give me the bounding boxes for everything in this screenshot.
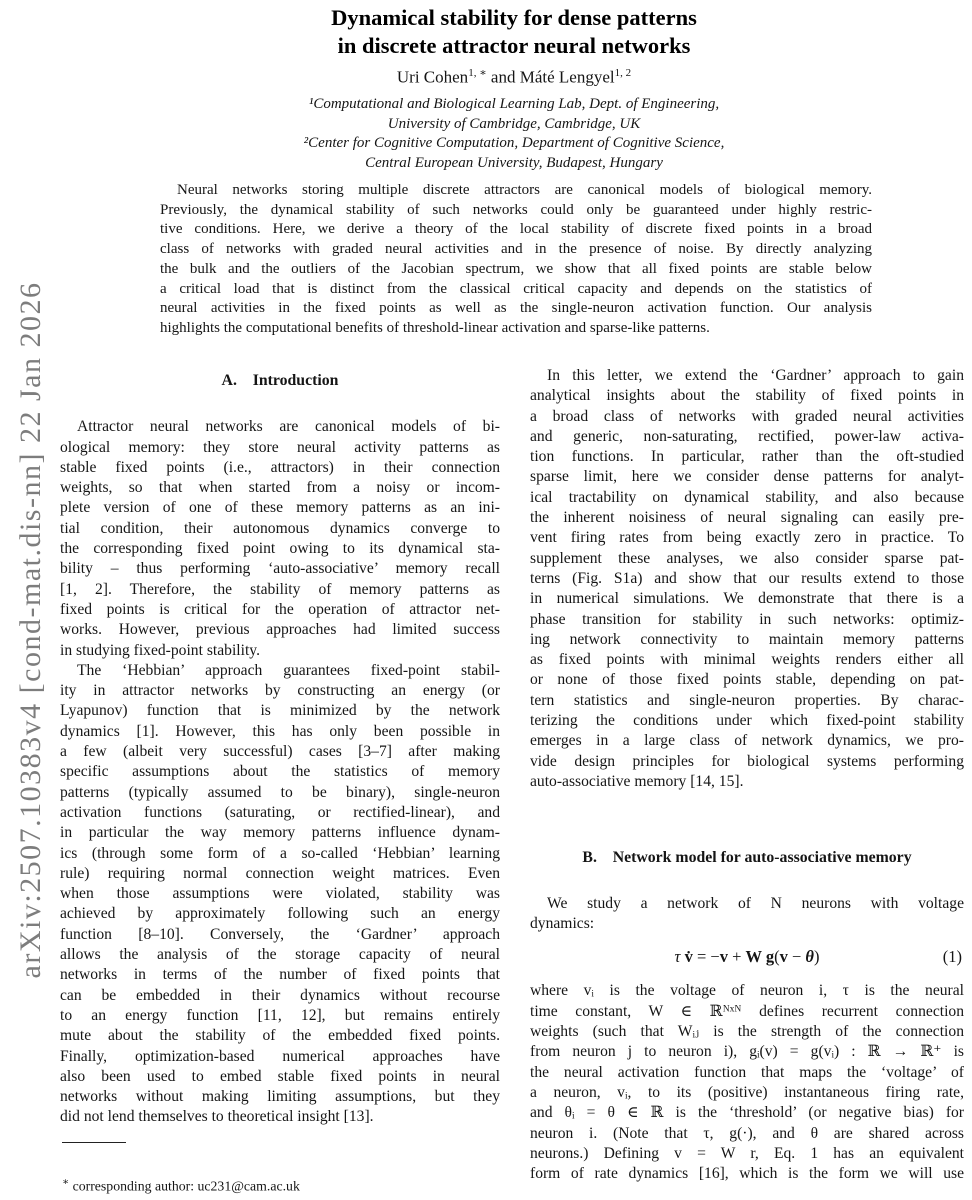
authors-separator: and — [486, 67, 520, 87]
author-2-superscript: 1, 2 — [614, 67, 632, 79]
equation-plus: + — [727, 947, 746, 967]
paper-title-line-2: in discrete attractor neural networks — [337, 33, 691, 58]
affiliation-line: ²Center for Cognitive Computation, Department of Cognitive Science, — [303, 135, 725, 152]
abstract: Neural networks storing multiple discrete attractors are canonical models of biological memory. Previously, the dynamical stability of such networks could only be guaranteed under highly restric- tive conditions. Here, we derive a theory of the local stability of discrete fixed points in a broad class of networks with graded neural activities and in the presence of noise. By directly analyzing the bulk and the outliers of the Jacobian spectrum, we show that all fixed points are stable below a critical load that is distinct from the classical critical capacity and depends on the statistics of neural activities in the fixed points as well as the single-neuron activation function. Our analysis highlights the computational benefits of threshold-linear activation and sparse-like patterns. — [160, 182, 872, 336]
rightcol-paragraph-1: In this letter, we extend the ‘Gardner’ approach to gain analytical insights about the stability of fixed points in a broad class of networks with graded neural activities and generic, non-saturating, rectified, power-law activa- tion functions. In particular, rather than the oft-studied sparse limit, here we consider dense patterns for analyt- ical tractability on dynamical stability, and also because the inherent noisiness of neural signaling can easily pre- vent firing rates from being exactly zero in practice. To supplement these analyses, we also consider sparse pat- terns (Fig. S1a) and show that our results extend to those in numerical simulations. We demonstrate that there is a phase transition for stability in such networks: optimiz- ing network connectivity to maintain memory patterns as fixed points with minimal weights renders either all or none of those fixed points stable, depending on pat- tern statistics and single-neuron properties. By charac- terizing the conditions under which fixed-point stability emerges in a large class of network dynamics, we pro- vide design principles for biological systems performing auto-associative memory [14, 15]. — [530, 367, 964, 790]
affiliation-line: Central European University, Budapest, Hungary — [365, 154, 663, 171]
intro-paragraph-1: Attractor neural networks are canonical models of bi- ological memory: they store neural activity patterns as stable fixed points (i.e., attractors) in their connection weights, so that when started from a noisy or incom- plete version of one of these memory patterns as an ini- tial condition, their autonomous dynamics converge to the corresponding fixed point owing to its dynamical sta- bility – thus performing ‘auto-associative’ memory recall [1, 2]. Therefore, the stability of memory patterns as fixed points is critical for the operation of attractor net- works. However, previous approaches had limited success in studying fixed-point stability. — [60, 418, 500, 659]
authors-line — [63, 66, 965, 88]
author-1-name: Uri Cohen — [396, 67, 469, 87]
author-1-superscript: 1, ∗ — [468, 67, 487, 79]
equation-v2: v — [779, 947, 788, 967]
equation-lparen: ( — [774, 947, 780, 967]
section-heading-a: A. Introduction — [221, 372, 339, 389]
equation-vdot: v̇ — [684, 947, 693, 967]
equation-1 — [530, 934, 964, 981]
equation-theta: θ — [805, 947, 814, 967]
equation-minus: − — [787, 947, 806, 967]
affiliations — [63, 95, 965, 173]
footnote-marker: ∗ — [62, 1177, 70, 1188]
equation-equals: = − — [692, 947, 720, 967]
equation-number: (1) — [942, 947, 962, 967]
equation-v: v — [719, 947, 728, 967]
model-paragraph-1: We study a network of N neurons with voltage dynamics: — [530, 894, 964, 932]
arxiv-watermark: arXiv:2507.10383v4 [cond-mat.dis-nn] 22 Jan 2026 — [14, 281, 47, 979]
footnote-rule — [62, 1142, 126, 1143]
footnote-email-link[interactable]: uc231@cam.ac.uk — [197, 1178, 300, 1194]
intro-paragraph-2: The ‘Hebbian’ approach guarantees fixed-point stabil- ity in attractor networks by constructing an energy (or Lyapunov) function that is minimized by the network dynamics [1]. However, this has only been possible in a few (albeit very successful) cases [3–7] after making specific assumptions about the statistics of memory patterns (typically assumed to be binary), single-neuron activation functions (saturating, or rectified-linear), and in particular the way memory patterns influence dynam- ics (through some form of a so-called ‘Hebbian’ learning rule) requiring normal connection weight matrices. Even when those assumptions were violated, stability was achieved by approximately following such an energy function [8–10]. Conversely, the ‘Gardner’ approach allows the analysis of the storage capacity of neural networks in terms of the number of fixed points that can be embedded in their dynamics without recourse to an energy function [11, 12], but remains entirely mute about the stability of the embedded fixed points. Finally, optimization-based numerical approaches have also been used to embed stable fixed points in neural networks without making limiting assumptions, but they did not lend themselves to theoretical insight [13]. — [60, 661, 500, 1126]
paper-title — [63, 4, 965, 60]
model-paragraph-2: where vᵢ is the voltage of neuron i, τ is the neural time constant, W ∈ ℝᴺˣᴺ defines recurrent connection weights (such that Wᵢⱼ is the strength of the connection from neuron j to neuron i), gᵢ(v) = g(vᵢ) : ℝ → ℝ⁺ is the neural activation function that maps the ‘voltage’ of a neuron, vᵢ, to its (positive) instantaneous firing rate, and θᵢ = θ ∈ ℝ is the ‘threshold’ (or negative bias) for neuron i. (Note that τ, g(·), and θ are shared across neurons.) Defining v = W r, Eq. 1 has an equivalent form of rate dynamics [16], which is the form we will use — [530, 982, 964, 1183]
equation-rparen: ) — [813, 947, 820, 967]
paper-title-line-1: Dynamical stability for dense patterns — [331, 5, 697, 30]
column-left — [60, 366, 500, 1128]
column-right — [530, 366, 964, 1184]
equation-tau: τ — [674, 947, 685, 967]
affiliation-line: University of Cambridge, Cambridge, UK — [387, 115, 641, 132]
equation-weight-gain: W g — [745, 947, 775, 967]
footnote — [62, 1176, 502, 1195]
section-heading-b: B. Network model for auto-associative memory — [582, 849, 912, 867]
author-2-name: Máté Lengyel — [519, 67, 615, 87]
footnote-label: corresponding author: — [69, 1178, 198, 1194]
affiliation-line: ¹Computational and Biological Learning Lab, Dept. of Engineering, — [308, 96, 720, 112]
